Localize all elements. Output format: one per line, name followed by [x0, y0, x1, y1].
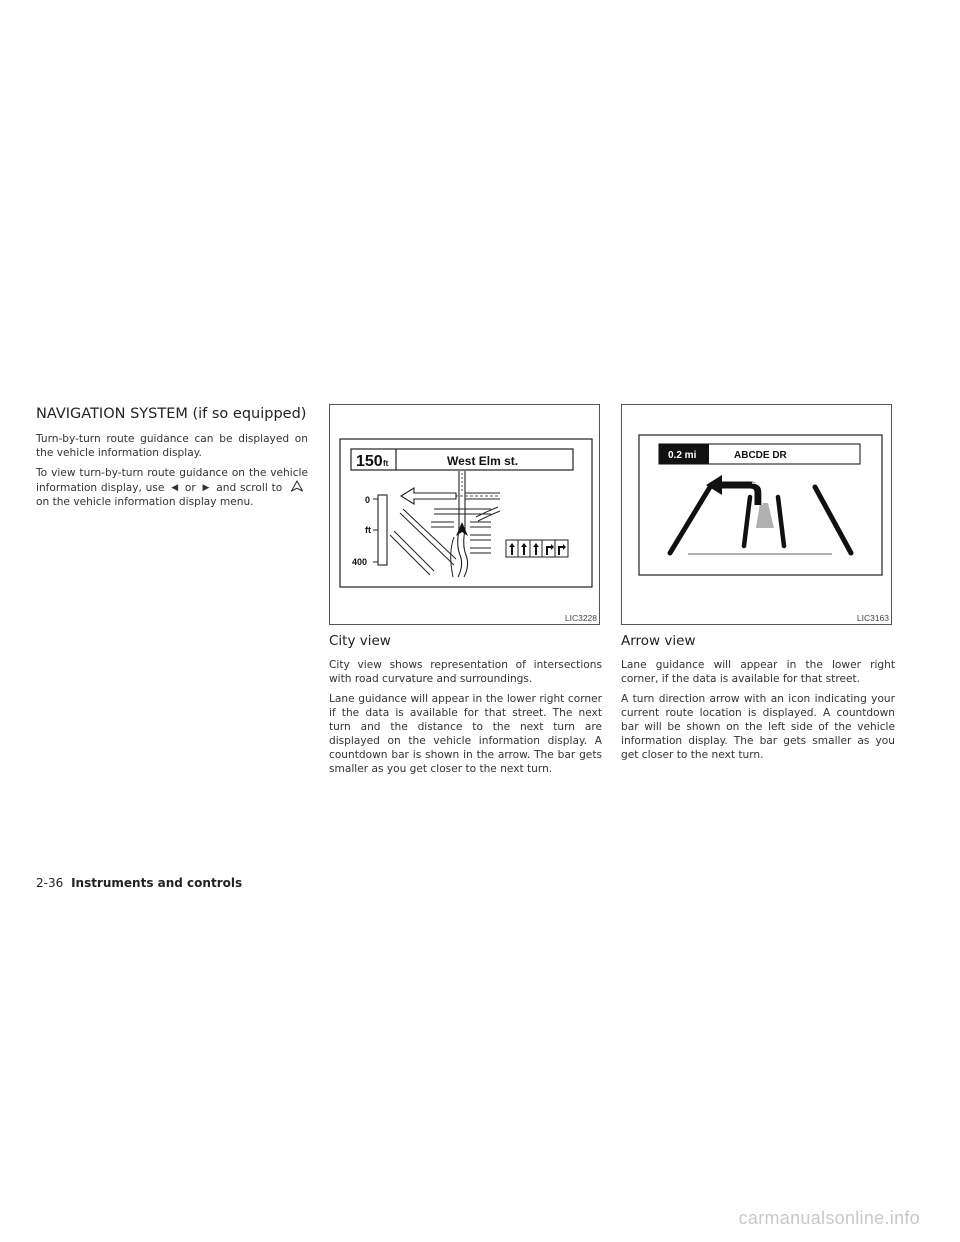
page-footer: [36, 876, 242, 890]
navigation-icon: [290, 480, 304, 492]
arrow-view-section: [621, 404, 895, 768]
right-lane-line: [815, 487, 851, 553]
distance-value: 0.2 mi: [668, 450, 697, 461]
scale-unit-label: ft: [365, 525, 371, 535]
city-view-paragraph-1: City view shows representation of intersections with road curvature and surroundings.: [329, 659, 602, 685]
arrow-view-illustration: [622, 405, 893, 626]
distance-value: 150: [356, 453, 383, 470]
city-view-section: [329, 404, 602, 782]
figure-code: LIC3228: [564, 613, 597, 623]
distance-unit: ft: [383, 459, 389, 468]
city-view-paragraph-2: Lane guidance will appear in the lower right corner if the data is available for that street. The next turn and the distance to the next turn are displayed on the vehicle information display. A countdown bar is shown in the arrow. The bar gets smaller as you get closer to the next turn.: [329, 693, 602, 775]
arrow-view-paragraph-2: A turn direction arrow with an icon indicating your current route location is displayed. A countdown bar will be shown on the left side of the vehicle information display. The bar gets smaller as you get closer to the next turn.: [621, 693, 895, 761]
street-name: West Elm st.: [447, 454, 519, 468]
right-arrow-icon: ▶: [202, 483, 210, 493]
countdown-bar: [756, 503, 774, 528]
arrow-view-paragraph-1: Lane guidance will appear in the lower right corner, if the data is available for that street.: [621, 659, 895, 685]
arrow-view-figure: [621, 404, 892, 625]
section-title: NAVIGATION SYSTEM (if so equipped): [36, 406, 307, 422]
left-arrow-icon: ◀: [171, 483, 179, 493]
countdown-bar: [378, 495, 387, 565]
city-view-title: City view: [329, 633, 391, 649]
arrow-view-title: Arrow view: [621, 633, 696, 649]
street-name: ABCDE DR: [734, 450, 787, 461]
center-right-lane-line: [778, 497, 784, 546]
chapter-title: Instruments and controls: [71, 876, 243, 890]
instructions-paragraph: To view turn-by-turn route guidance on the vehicle information display, use ◀ or ▶ and scroll to on the vehicle information display menu.: [36, 467, 308, 508]
page-number: 2-36: [36, 876, 64, 890]
city-view-figure: [329, 404, 600, 625]
intro-paragraph: Turn-by-turn route guidance can be displayed on the vehicle information display.: [36, 433, 308, 459]
turn-arrow: [722, 485, 758, 505]
vehicle-position-icon: [456, 522, 468, 536]
turn-arrow: [401, 488, 456, 504]
navigation-intro: [36, 404, 308, 515]
scale-bottom-label: 400: [352, 557, 368, 567]
scale-top-label: 0: [365, 495, 371, 505]
center-left-lane-line: [744, 497, 750, 546]
figure-code: LIC3163: [856, 613, 889, 623]
city-view-illustration: [330, 405, 601, 626]
left-lane-line: [670, 487, 710, 553]
watermark: carmanualsonline.info: [738, 1208, 920, 1228]
